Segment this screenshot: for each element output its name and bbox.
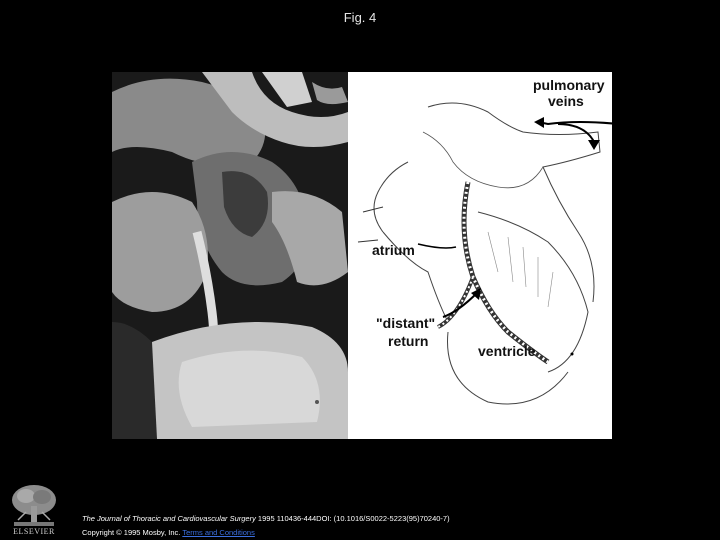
- copyright-text: Copyright © 1995 Mosby, Inc.: [82, 528, 183, 537]
- citation-details: 1995 110436-444DOI: (10.1016/S0022-5223(95)70240-7): [255, 514, 450, 523]
- figure-title: Fig. 4: [343, 10, 377, 25]
- anatomy-diagram: [348, 72, 612, 439]
- figure-panel: [112, 72, 612, 439]
- label-distant: "distant": [376, 315, 436, 331]
- label-pulmonary: pulmonary: [533, 77, 605, 93]
- label-atrium: atrium: [372, 242, 415, 258]
- copyright-line: [82, 528, 255, 537]
- publisher-name: ELSEVIER: [13, 527, 55, 536]
- journal-name: The Journal of Thoracic and Cardiovascular Surgery: [82, 514, 256, 523]
- specimen-photograph: [112, 72, 348, 439]
- label-veins: veins: [548, 93, 584, 109]
- citation-line: [82, 514, 450, 523]
- label-return: return: [388, 333, 429, 349]
- label-ventricle: ventricle: [478, 343, 536, 359]
- terms-link[interactable]: Terms and Conditions: [182, 528, 255, 537]
